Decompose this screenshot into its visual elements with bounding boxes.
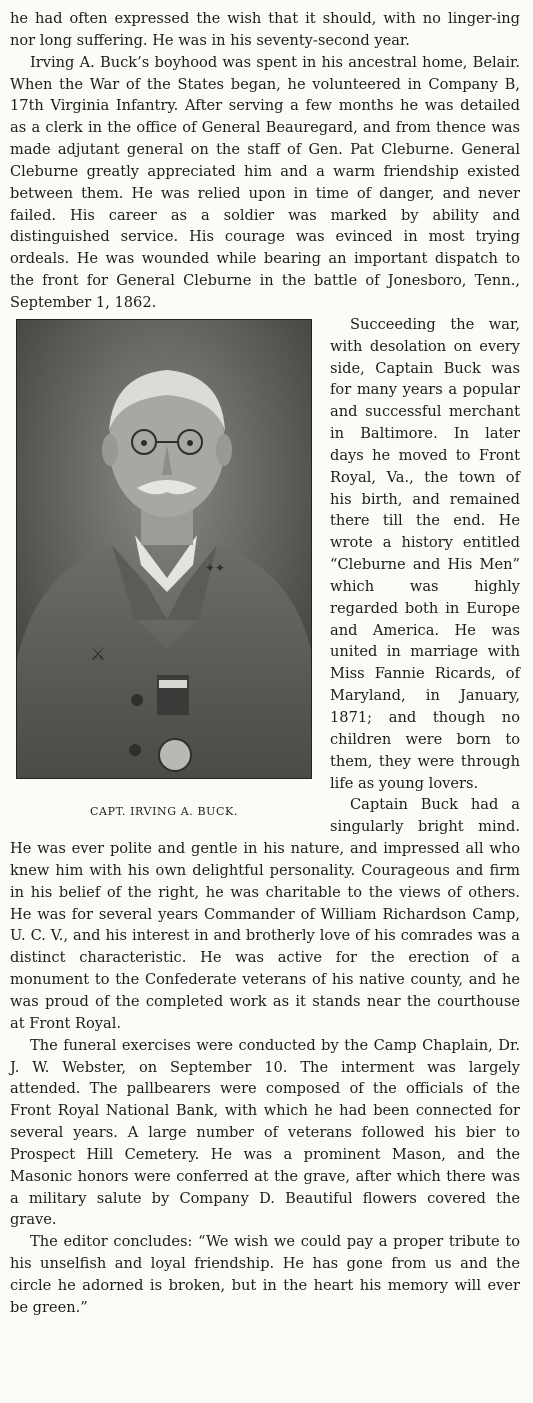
paragraph-funeral: The funeral exercises were conducted by the Camp Chaplain, Dr. J. W. Webster, on September 10. The interment was largely attended. The pallbearers were composed of the officials of the Front Royal National Bank, with which he had been connected for several years. A large number of veterans followed his bier to Prospect Hill Cemetery. He was a prominent Mason, and the Masonic honors were conferred at the grave, after which there was a military salute by Company D. Beautiful flowers covered the grave.: [10, 1036, 520, 1229]
svg-text:✦✦: ✦✦: [205, 560, 226, 575]
paragraph-character: Captain Buck had a singularly bright mind. He was ever polite and gentle in his nature, and impressed all who knew him with his own delightful personality. Courageous and firm in his belief of the right, he was charitable to the views of others. He was for several years Commander of William Richardson Camp, U. C. V., and his interest in and brotherly love of his comrades was a distinct characteristic. He was active for the erection of a monument to the Confederate veterans of his native county, and he was proud of the completed work as it stands near the courthouse at Front Royal.: [10, 796, 520, 1032]
paragraph-after-war: Succeeding the war, with desolation on every side, Captain Buck was for many years a popular and successful merchant in Baltimore. In later days he moved to Front Royal, Va., the town of his birth, and remained there till the end. He wrote a history entitled “Cleburne and His Men” which was highly regarded both in Europe and America. He was united in marriage with Miss Fannie Ricards, of Maryland, in January, 1871; and though no children were born to them, they were through life as young lovers.: [330, 315, 520, 792]
portrait-image: [17, 320, 311, 778]
paragraph-boyhood: [10, 52, 520, 314]
article-body: [10, 8, 520, 1319]
paragraph-editor-quote: The editor concludes: “We wish we could pay a proper tribute to his unselfish and loyal friendship. He has gone from us and the circle he adorned is broken, but in the heart his memory will ever be green.”: [10, 1233, 520, 1316]
paragraph-boyhood-text: Irving A. Buck’s boyhood was spent in his ancestral home, Belair. When the War of the States began, he volunteered in Company B, 17th Virginia Infantry. After serving a few months he was detailed as a clerk in the office of General Beauregard, and from thence was made adjutant general on the staff of Gen. Pat Cleburne. General Cleburne greatly appreciated him and a warm friendship existed between them. He was relied upon in time of danger, and never failed. His career as a soldier was marked by ability and distinguished service. His courage was evinced in most trying ordeals. He was wounded while bearing an important dispatch to the front for General Cleburne in the battle of Jonesboro, Tenn., September 1, 1862.: [10, 53, 520, 311]
paragraph-continuation: he had often expressed the wish that it should, with no linger-ing nor long suffering. He was in his seventy-second year.: [10, 10, 520, 49]
portrait-photo: [16, 319, 312, 779]
svg-text:⚔: ⚔: [90, 643, 107, 665]
portrait-figure: [16, 319, 312, 823]
portrait-caption: CAPT. IRVING A. BUCK.: [90, 804, 238, 818]
